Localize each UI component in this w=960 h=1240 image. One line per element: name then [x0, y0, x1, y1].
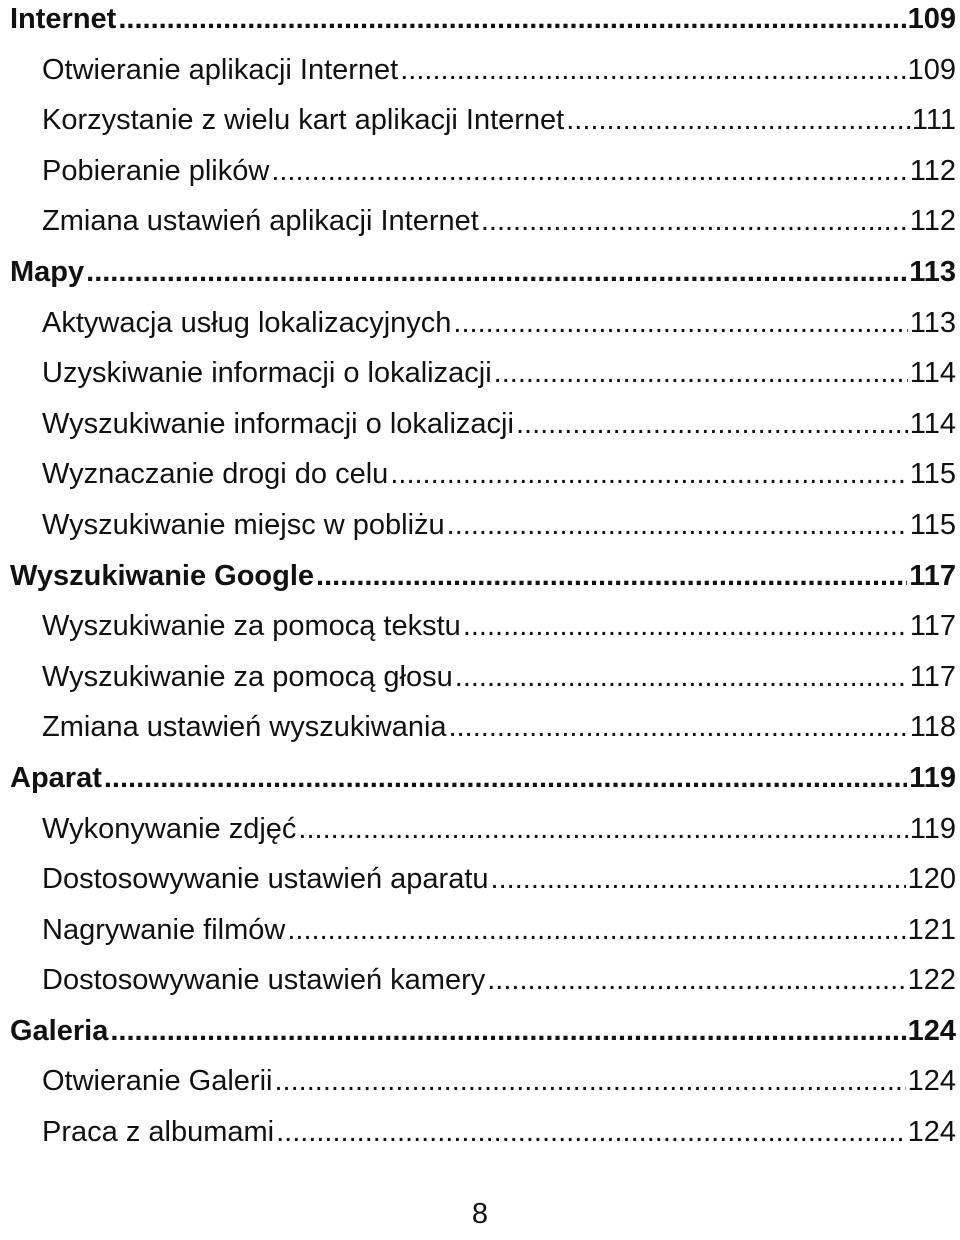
toc-subsection-entry [10, 955, 956, 1006]
toc-dot-leader [491, 854, 906, 905]
page-number: 8 [471, 1198, 489, 1230]
toc-dot-leader [86, 247, 907, 298]
toc-entry-title: Wyszukiwanie za pomocą tekstu [42, 610, 461, 643]
toc-dot-leader [298, 804, 907, 855]
toc-subsection-entry [10, 45, 956, 96]
toc-entry-page: 117 [909, 610, 956, 643]
toc-entry-page: 114 [909, 357, 956, 390]
toc-entry-page: 111 [911, 104, 956, 137]
toc-entry-title: Otwieranie Galerii [42, 1065, 273, 1098]
toc-subsection-entry [10, 348, 956, 399]
toc-entry-title: Zmiana ustawień aplikacji Internet [42, 205, 479, 238]
toc-entry-title: Dostosowywanie ustawień kamery [42, 964, 486, 997]
toc-dot-leader [274, 1056, 905, 1107]
toc-subsection-entry [10, 146, 956, 197]
toc-dot-leader [447, 500, 908, 551]
toc-entry-page: 113 [909, 255, 956, 288]
toc-dot-leader [449, 702, 908, 753]
toc-entry-page: 112 [909, 205, 956, 238]
toc-dot-leader [276, 1107, 906, 1158]
toc-entry-page: 124 [907, 1116, 956, 1149]
toc-section-entry [10, 551, 956, 602]
toc-entry-title: Praca z albumami [42, 1116, 275, 1149]
toc-dot-leader [566, 95, 910, 146]
toc-entry-page: 115 [909, 508, 956, 541]
toc-entry-page: 109 [907, 3, 956, 35]
toc-entry-title: Aparat [10, 761, 102, 794]
toc-entry-page: 120 [907, 863, 956, 896]
toc-subsection-entry [10, 1056, 956, 1107]
toc-dot-leader [118, 0, 905, 45]
toc-subsection-entry [10, 652, 956, 703]
toc-entry-page: 117 [909, 559, 956, 592]
table-of-contents [10, 0, 956, 1158]
toc-entry-title: Otwieranie aplikacji Internet [42, 53, 399, 86]
toc-entry-title: Zmiana ustawień wyszukiwania [42, 711, 447, 744]
toc-entry-page: 117 [909, 660, 956, 693]
toc-entry-title: Dostosowywanie ustawień aparatu [42, 863, 489, 896]
toc-subsection-entry [10, 804, 956, 855]
toc-dot-leader [463, 601, 908, 652]
toc-entry-title: Korzystanie z wielu kart aplikacji Internet [42, 104, 565, 137]
toc-entry-page: 114 [909, 407, 956, 440]
toc-entry-title: Wykonywanie zdjęć [42, 812, 297, 845]
toc-dot-leader [453, 298, 907, 349]
toc-entry-title: Aktywacja usług lokalizacyjnych [42, 306, 452, 339]
toc-subsection-entry [10, 601, 956, 652]
toc-dot-leader [481, 196, 908, 247]
toc-dot-leader [487, 955, 905, 1006]
toc-entry-title: Internet [10, 3, 117, 35]
toc-entry-page: 124 [907, 1014, 956, 1047]
toc-entry-title: Nagrywanie filmów [42, 913, 286, 946]
toc-subsection-entry [10, 1107, 956, 1158]
toc-entry-title: Wyznaczanie drogi do celu [42, 458, 389, 491]
toc-subsection-entry [10, 298, 956, 349]
toc-subsection-entry [10, 196, 956, 247]
toc-dot-leader [455, 652, 908, 703]
toc-entry-title: Mapy [10, 255, 85, 288]
toc-subsection-entry [10, 95, 956, 146]
toc-dot-leader [316, 551, 907, 602]
toc-subsection-entry [10, 702, 956, 753]
toc-entry-title: Wyszukiwanie miejsc w pobliżu [42, 508, 445, 541]
toc-dot-leader [271, 146, 907, 197]
toc-entry-page: 118 [909, 711, 956, 744]
toc-section-entry [10, 1006, 956, 1057]
toc-entry-title: Galeria [10, 1014, 109, 1047]
toc-dot-leader [494, 348, 908, 399]
toc-entry-page: 119 [909, 812, 956, 845]
toc-entry-title: Pobieranie plików [42, 154, 270, 187]
toc-section-entry [10, 247, 956, 298]
toc-subsection-entry [10, 854, 956, 905]
toc-dot-leader [287, 905, 905, 956]
toc-subsection-entry [10, 449, 956, 500]
toc-entry-title: Wyszukiwanie za pomocą głosu [42, 660, 453, 693]
toc-entry-page: 109 [907, 53, 956, 86]
toc-dot-leader [104, 753, 907, 804]
toc-entry-title: Wyszukiwanie informacji o lokalizacji [42, 407, 514, 440]
toc-subsection-entry [10, 399, 956, 450]
toc-entry-page: 124 [907, 1065, 956, 1098]
toc-subsection-entry [10, 500, 956, 551]
toc-dot-leader [110, 1006, 905, 1057]
toc-dot-leader [390, 449, 907, 500]
toc-entry-page: 122 [907, 964, 956, 997]
toc-subsection-entry [10, 905, 956, 956]
toc-entry-page: 113 [909, 306, 956, 339]
toc-dot-leader [400, 45, 905, 96]
toc-entry-page: 121 [907, 913, 956, 946]
toc-entry-title: Uzyskiwanie informacji o lokalizacji [42, 357, 492, 390]
toc-entry-title: Wyszukiwanie Google [10, 559, 315, 592]
toc-entry-page: 119 [909, 761, 956, 794]
toc-dot-leader [516, 399, 908, 450]
toc-entry-page: 112 [909, 154, 956, 187]
toc-entry-page: 115 [909, 458, 956, 491]
toc-section-entry [10, 753, 956, 804]
toc-section-entry [10, 0, 956, 45]
